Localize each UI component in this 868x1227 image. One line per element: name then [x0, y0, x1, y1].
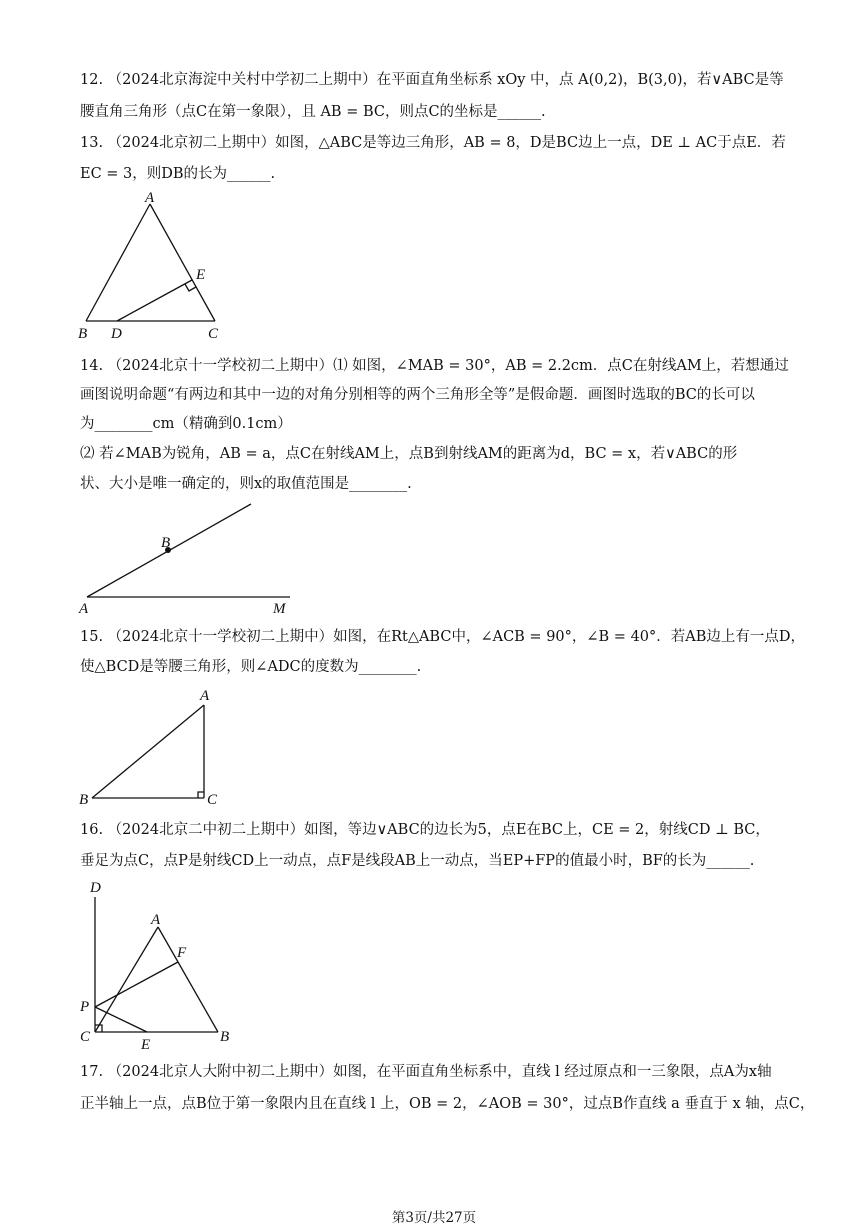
q16-label-a: A: [151, 912, 161, 928]
q13-label-b: B: [78, 326, 88, 342]
q15-figure: [70, 683, 240, 808]
q17-line1: 17. （2024北京人大附中初二上期中）如图，在平面直角坐标系中，直线 l 经过原点和一三象限，点A为x轴: [80, 1064, 772, 1080]
q12-line2: 腰直角三角形（点C在第一象限），且 AB = BC，则点C的坐标是______.: [80, 104, 546, 120]
q13-line2: EC = 3，则DB的长为______.: [80, 166, 276, 182]
q15-side-ab: [92, 705, 204, 798]
q13-figure: [70, 190, 240, 350]
q16-figure: [70, 875, 250, 1055]
q14-line2: 画图说明命题“有两边和其中一边的对角分别相等的两个三角形全等”是假命题．画图时选取的BC的长可以: [80, 387, 755, 403]
q14-label-m: M: [273, 601, 286, 617]
q14-line3: 为________cm（精确到0.1cm）: [80, 416, 292, 432]
q15-label-a: A: [200, 688, 210, 704]
q16-side-ca: [95, 927, 158, 1032]
q16-label-p: P: [80, 999, 90, 1015]
q16-line1: 16. （2024北京二中初二上期中）如图，等边∨ABC的边长为5，点E在BC上，CE = 2，射线CD ⊥ BC，: [80, 822, 770, 838]
q15-label-c: C: [207, 792, 218, 808]
q15-line1: 15. （2024北京十一学校初二上期中）如图，在Rt△ABC中，∠ACB = 90°，∠B = 40°．若AB边上有一点D，: [80, 629, 806, 645]
q16-label-b: B: [220, 1029, 230, 1045]
q14-figure: [70, 495, 310, 620]
q15-label-b: B: [79, 792, 89, 808]
q14-line1: 14. （2024北京十一学校初二上期中）⑴ 如图，∠MAB = 30°，AB = 2.2cm．点C在射线AM上，若想通过: [80, 358, 789, 374]
q13-line1: 13. （2024北京初二上期中）如图，△ABC是等边三角形，AB = 8，D是BC边上一点，DE ⊥ AC于点E．若: [80, 135, 786, 151]
q13-label-a: A: [145, 190, 155, 206]
q13-label-c: C: [208, 326, 219, 342]
q14-label-a: A: [79, 601, 89, 617]
q17-line2: 正半轴上一点，点B位于第一象限内且在直线 l 上，OB = 2，∠AOB = 30°，过点B作直线 a 垂直于 x 轴，点C，: [80, 1096, 815, 1112]
q13-side-ab: [86, 204, 150, 321]
q16-label-f: F: [177, 945, 187, 961]
q14-line5: 状、大小是唯一确定的，则x的取值范围是________.: [80, 476, 412, 492]
q14-label-b: B: [161, 535, 171, 551]
q13-segment-de: [117, 280, 192, 321]
q15-line2: 使△BCD是等腰三角形，则∠ADC的度数为________.: [80, 659, 422, 675]
q16-segment-pf: [95, 962, 178, 1007]
q16-line2: 垂足为点C，点P是射线CD上一动点，点F是线段AB上一动点，当EP+FP的值最小时，BF的长为______.: [80, 853, 755, 869]
q13-side-ac: [150, 204, 215, 321]
q15-right-angle-mark: [198, 792, 204, 798]
q13-label-d: D: [111, 326, 122, 342]
q16-label-e: E: [141, 1037, 151, 1053]
q12-line1: 12. （2024北京海淀中关村中学初二上期中）在平面直角坐标系 xOy 中，点 A(0,2)，B(3,0)，若∨ABC是等: [80, 72, 784, 88]
q16-label-c: C: [80, 1029, 91, 1045]
page-number: 第3页/共27页: [391, 1210, 477, 1226]
q16-label-d: D: [90, 880, 101, 896]
q14-line4: ⑵ 若∠MAB为锐角，AB = a，点C在射线AM上，点B到射线AM的距离为d，BC = x，若∨ABC的形: [80, 446, 738, 462]
q13-label-e: E: [196, 267, 206, 283]
q16-side-ab: [158, 927, 218, 1032]
